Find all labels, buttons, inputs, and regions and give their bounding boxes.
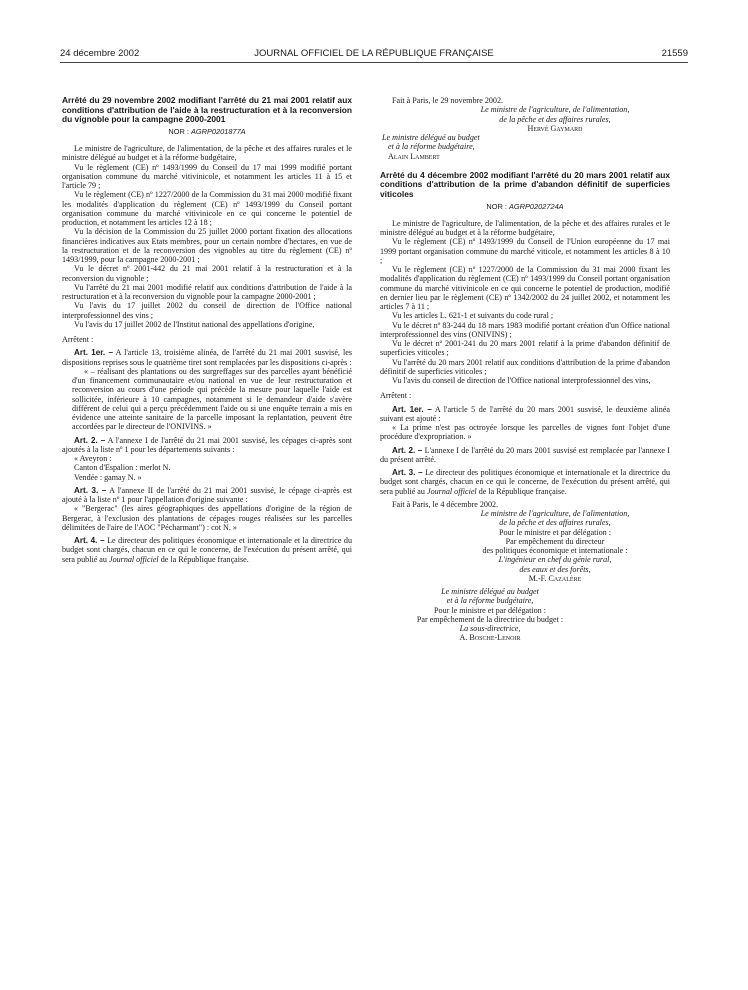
header-rule bbox=[60, 62, 688, 63]
visa-para: Vu le règlement (CE) nº 1493/1999 du Conseil du 17 mai 1999 modifié portant organisation commune du marché vitivinicole, et notamment les articles 11 à 15 et l'article 79 ; bbox=[62, 162, 352, 191]
signature-role: Le ministre de l'agriculture, de l'alimentation, bbox=[480, 105, 630, 115]
visa-para: Vu le règlement (CE) nº 1227/2000 de la Commission du 31 mai 2000 modifié fixant les modalités d'application du règlement (CE) nº 1493/1999 du Conseil portant organisation commune du marché vitivinicole en ce qui concerne le potentiel de production, et notamment les articles 12 à 18 ; bbox=[62, 190, 352, 228]
visa-para: Vu le règlement (CE) nº 1493/1999 du Conseil de l'Union européenne du 17 mai 1999 portant organisation commune du marché viticole, et notamment les articles 8 à 10 ; bbox=[380, 237, 670, 265]
visa-para: Vu l'avis du 17 juillet 2002 de l'Institut national des appellations d'origine, bbox=[74, 319, 315, 329]
signature-name: Alain Lambert bbox=[388, 151, 440, 161]
nor-reference-2 bbox=[380, 202, 670, 211]
visa-para: Vu les articles L. 621-1 et suivants du code rural ; bbox=[392, 311, 554, 321]
visa-para: Vu le règlement (CE) nº 1227/2000 de la Commission du 31 mai 2000 fixant les modalités d'application du règlement (CE) nº 1493/1999 du Conseil portant organisation commune du marché vitivinicole en ce qui concerne le potentiel de production, modifié en dernier lieu par le règlement (CE) nº 1342/2002 du 24 juillet 2002, et notamment les articles 7 à 11 ; bbox=[380, 265, 670, 312]
article-1 bbox=[62, 348, 352, 367]
decree-title-2: Arrêté du 4 décembre 2002 modifiant l'arrêté du 20 mars 2001 relatif aux conditions d'attribution de la prime d'abandon définitif de superficies viticoles bbox=[380, 169, 670, 199]
sig3-line: Par empêchement de la directrice du budget : bbox=[416, 614, 564, 624]
article-2-line: Vendée : gamay N. » bbox=[74, 472, 142, 482]
article-text: A l'article 13, troisième alinéa, de l'arrêté du 21 mai 2001 susvisé, les dispositions reprises sous le quatrième tiret sont remplacées par les dispositions ci-après : bbox=[62, 348, 352, 367]
article-text: L'annexe I de l'arrêté du 20 mars 2001 susvisé est remplacée par l'annexe I du présent arrêté. bbox=[380, 445, 670, 464]
article-label: Art. 3. – bbox=[392, 468, 423, 478]
article-3-b bbox=[380, 468, 670, 496]
journal-officiel-italic: Journal officiel bbox=[108, 554, 159, 564]
nor-code: AGRP0201877A bbox=[190, 126, 246, 136]
signature-delegate-1 bbox=[380, 133, 670, 161]
left-column bbox=[62, 96, 352, 564]
article-3 bbox=[62, 486, 352, 505]
visa-para: Vu le décret nº 83-244 du 18 mars 1983 modifié portant création d'un Office national interprofessionnel des vins (ONIVINS) ; bbox=[380, 320, 670, 339]
signature-role: et à la réforme budgétaire, bbox=[388, 142, 475, 152]
visa-para: Vu la décision de la Commission du 25 juillet 2000 portant fixation des allocations financières indicatives aux Etats membres, pour un certain nombre d'hectares, en vue de la restructuration et de la reconversion des vignobles au titre du règlement (CE) nº 1493/1999, pour la campagne 2000-2001 ; bbox=[62, 227, 352, 265]
preamble-para: Le ministre de l'agriculture, de l'alimentation, de la pêche et des affaires rurales et le ministre délégué au budget et à la réforme budgétaire, bbox=[380, 218, 670, 238]
signature-delegate-2 bbox=[380, 587, 670, 643]
nor-reference bbox=[62, 127, 352, 136]
signature-name: Hervé Gaymard bbox=[527, 123, 583, 133]
sig3-line: La sous-directrice, bbox=[459, 624, 521, 634]
visa-para: Vu l'arrêté du 21 mai 2001 modifié relatif aux conditions d'attribution de l'aide à la restructuration et à la reconversion du vignoble pour la campagne 2000-2001 ; bbox=[62, 282, 352, 302]
signature-minister-1 bbox=[380, 105, 670, 133]
sig2-line: Par empêchement du directeur bbox=[505, 536, 605, 546]
arretent-heading-2: Arrêtent : bbox=[380, 391, 412, 401]
header-journal-title: JOURNAL OFFICIEL DE LA RÉPUBLIQUE FRANÇAISE bbox=[254, 48, 494, 59]
nor-code: AGRP0202724A bbox=[508, 201, 564, 211]
visa-para: Vu le décret nº 2001-241 du 20 mars 2001 relatif à la prime d'abandon définitif de superficies viticoles ; bbox=[380, 339, 670, 358]
visa-para: Vu l'arrêté du 20 mars 2001 relatif aux conditions d'attribution de la prime d'abandon définitif de superficies viticoles ; bbox=[380, 357, 670, 376]
nor-label: NOR : bbox=[486, 201, 509, 211]
sig2-line: L'ingénieur en chef du génie rural, bbox=[498, 555, 612, 565]
article-text: A l'article 5 de l'arrêté du 20 mars 2001 susvisé, le deuxième alinéa suivant est ajouté : bbox=[380, 404, 670, 423]
article-label: Art. 2. – bbox=[392, 445, 423, 455]
sig3-line: Le ministre délégué au budget bbox=[441, 587, 539, 597]
header-date: 24 décembre 2002 bbox=[60, 48, 140, 59]
visa-para: Vu le décret nº 2001-442 du 21 mai 2001 relatif à la restructuration et à la reconversion du vignoble ; bbox=[62, 264, 352, 283]
decree-title: Arrêté du 29 novembre 2002 modifiant l'arrêté du 21 mai 2001 relatif aux conditions d'attribution de l'aide à la restructuration et à la reconversion du vignoble pour la campagne 2000-2001 bbox=[62, 95, 352, 125]
article-4 bbox=[62, 536, 352, 564]
sig2-line: Pour le ministre et par délégation : bbox=[499, 527, 611, 537]
article-3-quote: « "Bergerac" (les aires géographiques des appellations d'origine de la région de Bergerac, à l'exclusion des plantations de cépages rouges réalisées sur les parcelles délimitées de l'aire de l'AOC "Pécharmant") : cot N. » bbox=[62, 504, 352, 532]
article-text: A l'annexe I de l'arrêté du 21 mai 2001 susvisé, les cépages ci-après sont ajoutés à la liste nº 1 pour les départements suivants : bbox=[62, 435, 352, 454]
sig2-line: de la pêche et des affaires rurales, bbox=[499, 518, 611, 528]
visa-para: Vu l'avis du 17 juillet 2002 du conseil de direction de l'Office national interprofessionnel des vins ; bbox=[62, 301, 352, 320]
article-label: Art. 1er. – bbox=[392, 404, 432, 414]
article-label: Art. 4. – bbox=[74, 536, 105, 546]
journal-officiel-italic: Journal officiel bbox=[426, 486, 477, 496]
article-label: Art. 1er. – bbox=[74, 348, 113, 358]
fait-a-paris-1: Fait à Paris, le 29 novembre 2002. bbox=[392, 96, 504, 105]
article-2-line: « Aveyron : bbox=[74, 454, 112, 464]
fait-a-paris-2: Fait à Paris, le 4 décembre 2002. bbox=[392, 499, 499, 509]
article-text: Le directeur des politiques économique et internationale et la directrice du budget sont chargés, chacun en ce qui le concerne, de l'exécution du présent arrêté, qui sera publié au bbox=[380, 468, 670, 496]
sig3-line: Pour le ministre et par délégation : bbox=[434, 605, 546, 615]
signature-role: de la pêche et des affaires rurales, bbox=[499, 114, 611, 124]
article-2-b bbox=[380, 446, 670, 465]
article-text: de la République française. bbox=[158, 554, 249, 564]
signature-role: Le ministre délégué au budget bbox=[382, 133, 480, 142]
article-label: Art. 2. – bbox=[74, 435, 106, 445]
article-text: Le directeur des politiques économique et internationale et la directrice du budget sont chargés, chacun en ce qui le concerne, de l'exécution du présent arrêté, qui sera publié au bbox=[62, 536, 352, 564]
visa-para: Vu l'avis du conseil de direction de l'Office national interprofessionnel des vins, bbox=[392, 376, 651, 386]
signature-minister-2 bbox=[380, 509, 670, 583]
article-1-b-quote: « La prime n'est pas octroyée lorsque les parcelles de vignes font l'objet d'une procédure d'expropriation. » bbox=[380, 423, 670, 442]
article-text: de la République française. bbox=[476, 486, 567, 496]
sig2-line: des eaux et des forêts, bbox=[519, 564, 591, 574]
article-2-line: Canton d'Espalion : merlot N. bbox=[74, 463, 171, 473]
article-1-b bbox=[380, 405, 670, 424]
signature-name: M.-F. Cazalère bbox=[528, 573, 582, 583]
sig3-line: et à la réforme budgétaire, bbox=[446, 596, 534, 606]
article-text: A l'annexe II de l'arrêté du 21 mai 2001 susvisé, le cépage ci-après est ajouté à la liste nº 1 pour l'appellation d'origine suivante : bbox=[62, 485, 352, 505]
header-page-number: 21559 bbox=[661, 48, 688, 59]
right-column bbox=[380, 96, 670, 643]
arretent-heading: Arrêtent : bbox=[62, 335, 94, 345]
nor-label: NOR : bbox=[168, 126, 191, 136]
article-label: Art. 3. – bbox=[74, 485, 107, 495]
sig2-line: des politiques économique et internationale : bbox=[482, 546, 628, 556]
sig2-line: Le ministre de l'agriculture, de l'alimentation, bbox=[480, 509, 630, 519]
preamble-para: Le ministre de l'agriculture, de l'alimentation, de la pêche et des affaires rurales et le ministre délégué au budget et à la réforme budgétaire, bbox=[62, 144, 352, 163]
signature-name: A. Bosche-Lenoir bbox=[459, 633, 521, 643]
article-1-quote: « – réalisant des plantations ou des surgreffages sur des parcelles ayant bénéficié d'un financement communautaire et/ou national en vue de leur restructuration et reconversion au cours d'une période qui précède la mesure pour laquelle l'aide est sollicitée, inférieure à 10 campagnes, notamment si le demandeur d'aide s'avère différent de celui qui a perçu précédemment l'aide ou si une enquête terrain a mis en évidence une atteinte sanitaire de la parcelle imposant la replantation, peuvent être accordées par le directeur de l'ONIVINS. » bbox=[72, 366, 352, 432]
article-2 bbox=[62, 436, 352, 455]
